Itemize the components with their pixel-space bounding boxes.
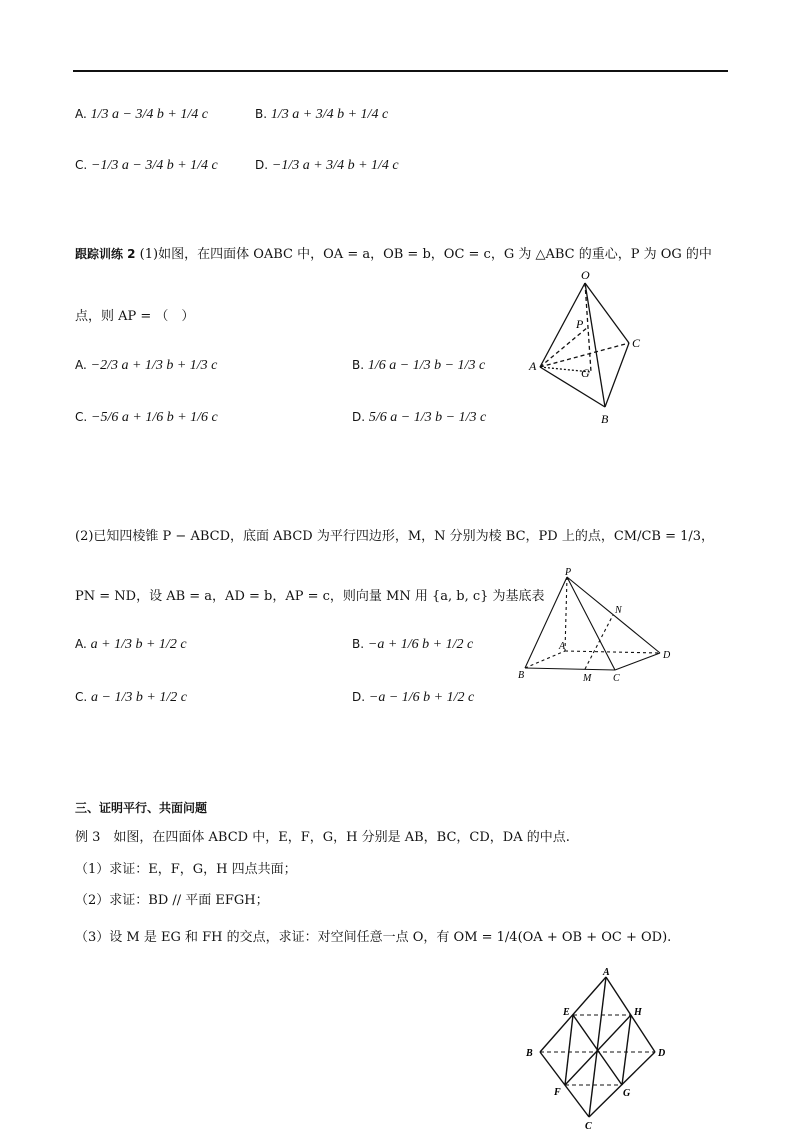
fig1-label-c: C [632, 336, 641, 350]
fig2-label-d: D [663, 650, 671, 661]
track2-option-d: D. 5/6 a − 1/3 b − 1/3 c [352, 410, 487, 425]
fig2-label-a: A [559, 641, 566, 652]
fig3-label-e: E [563, 1007, 570, 1018]
fig2-label-n: N [615, 605, 622, 616]
fig3-label-h: H [634, 1007, 642, 1018]
example3-statement: 例 3 如图，在四面体 ABCD 中，E，F，G，H 分别是 AB，BC，CD，DA 的中点. [75, 830, 570, 845]
section3-title: 三、证明平行、共面问题 [75, 801, 208, 815]
fig3-label-a: A [603, 967, 610, 978]
example3-q1: （1）求证：E，F，G，H 四点共面； [75, 862, 297, 877]
track2-line2: 点，则 AP = （ ） [75, 309, 195, 324]
header-rule [73, 70, 728, 72]
fig1-label-p: P [576, 317, 584, 331]
prev-option-b: B. 1/3 a + 3/4 b + 1/4 c [255, 107, 389, 122]
part2-option-c: C. a − 1/3 b + 1/2 c [75, 690, 187, 705]
fig3-label-d: D [658, 1048, 666, 1059]
part2-option-d: D. −a − 1/6 b + 1/2 c [352, 690, 475, 705]
track2-option-b: B. 1/6 a − 1/3 b − 1/3 c [352, 358, 486, 373]
part2-option-a: A. a + 1/3 b + 1/2 c [75, 637, 187, 652]
part2-line2: PN = ND，设 AB = a，AD = b，AP = c，则向量 MN 用 {a, b, c} 为基底表 [75, 589, 545, 604]
pyramid-pabcd-figure [515, 565, 680, 685]
fig2-label-b: B [518, 670, 525, 681]
fig2-label-m: M [583, 673, 592, 684]
fig3-label-b: B [526, 1048, 533, 1059]
track2-option-c: C. −5/6 a + 1/6 b + 1/6 c [75, 410, 218, 425]
tetrahedron-oabc-figure [525, 265, 650, 430]
fig2-label-c: C [613, 673, 620, 684]
track2-heading: 跟踪训练 2 [75, 247, 136, 261]
fig1-label-b: B [601, 412, 609, 426]
fig3-label-c: C [585, 1121, 592, 1132]
prev-option-d: D. −1/3 a + 3/4 b + 1/4 c [255, 158, 399, 173]
example3-q3: （3）设 M 是 EG 和 FH 的交点，求证：对空间任意一点 O，有 OM = 1/4(OA + OB + OC + OD). [75, 930, 672, 945]
fig3-label-f: F [554, 1087, 561, 1098]
fig1-label-a: A [529, 359, 537, 373]
example3-q2: （2）求证：BD // 平面 EFGH； [75, 893, 269, 908]
fig1-label-g: G [581, 366, 590, 380]
track2-line1: 跟踪训练 2 (1)如图，在四面体 OABC 中，OA = a，OB = b，OC = c，G 为 △ABC 的重心，P 为 OG 的中 [75, 247, 712, 262]
fig3-label-g: G [623, 1088, 631, 1099]
part2-line1: (2)已知四棱锥 P − ABCD，底面 ABCD 为平行四边形，M，N 分别为棱 BC，PD 上的点，CM/CB = 1/3， [75, 529, 715, 544]
track2-option-a: A. −2/3 a + 1/3 b + 1/3 c [75, 358, 218, 373]
tetrahedron-abcd-figure [520, 965, 680, 1130]
prev-option-c: C. −1/3 a − 3/4 b + 1/4 c [75, 158, 218, 173]
fig2-label-p: P [565, 567, 572, 578]
prev-option-a: A. 1/3 a − 3/4 b + 1/4 c [75, 107, 208, 122]
fig1-label-o: O [581, 268, 590, 282]
part2-option-b: B. −a + 1/6 b + 1/2 c [352, 637, 474, 652]
